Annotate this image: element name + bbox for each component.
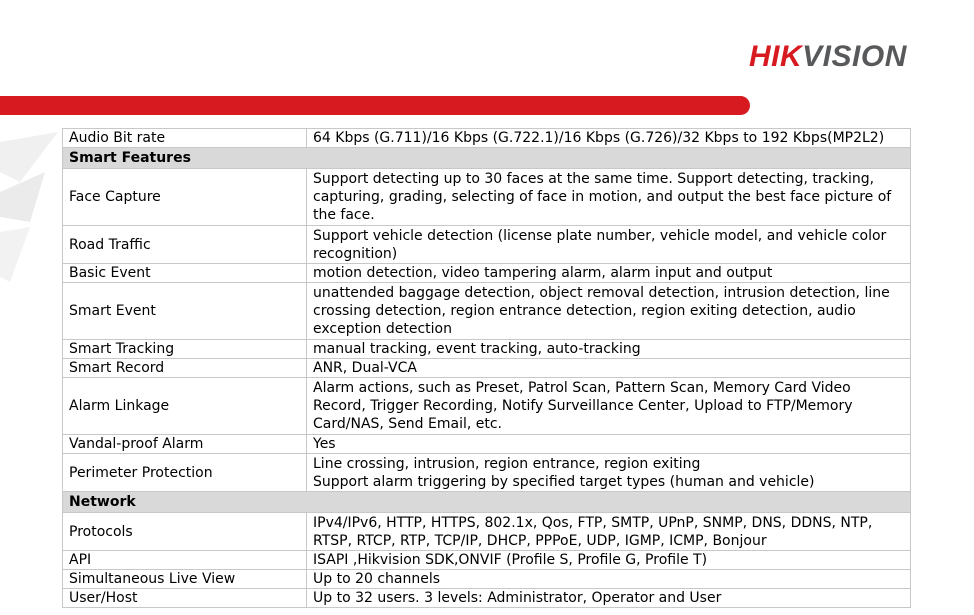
table-row <box>63 226 911 264</box>
spec-value: IPv4/IPv6, HTTP, HTTPS, 802.1x, Qos, FTP, SMTP, UPnP, SNMP, DNS, DDNS, NTP, RTSP, RTCP, RTP, TCP/IP, DHCP, PPPoE, UDP, IGMP, ICMP, Bonjour <box>307 513 911 551</box>
spec-label: Simultaneous Live View <box>63 570 307 589</box>
spec-label: Smart Record <box>63 359 307 378</box>
spec-value: Support vehicle detection (license plate number, vehicle model, and vehicle color recognition) <box>307 226 911 264</box>
table-row <box>63 570 911 589</box>
spec-value: ISAPI ,Hikvision SDK,ONVIF (Profile S, Profile G, Profile T) <box>307 551 911 570</box>
spec-label: Road Traffic <box>63 226 307 264</box>
table-row <box>63 129 911 148</box>
table-row <box>63 264 911 283</box>
spec-label: Smart Tracking <box>63 340 307 359</box>
spec-value <box>307 454 911 492</box>
table-row <box>63 169 911 226</box>
header-red-bar <box>0 96 750 115</box>
spec-label: Alarm Linkage <box>63 378 307 435</box>
spec-value: motion detection, video tampering alarm, alarm input and output <box>307 264 911 283</box>
spec-label: Perimeter Protection <box>63 454 307 492</box>
section-title: Network <box>63 492 911 513</box>
spec-label: Audio Bit rate <box>63 129 307 148</box>
spec-value: unattended baggage detection, object removal detection, intrusion detection, line crossing detection, region entrance detection, region exiting detection, audio exception detection <box>307 283 911 340</box>
spec-label: API <box>63 551 307 570</box>
spec-label: Vandal-proof Alarm <box>63 435 307 454</box>
table-row <box>63 378 911 435</box>
spec-label: User/Host <box>63 589 307 608</box>
table-row <box>63 551 911 570</box>
spec-label: Basic Event <box>63 264 307 283</box>
spec-label: Face Capture <box>63 169 307 226</box>
table-row <box>63 283 911 340</box>
section-header-network <box>63 492 911 513</box>
spec-label: Protocols <box>63 513 307 551</box>
table-row <box>63 359 911 378</box>
spec-value-line: Support alarm triggering by specified target types (human and vehicle) <box>313 473 815 490</box>
specification-table <box>62 128 911 608</box>
spec-value: Up to 20 channels <box>307 570 911 589</box>
section-header-smart-features <box>63 148 911 169</box>
logo-hik-text: HIK <box>749 40 803 73</box>
table-row <box>63 340 911 359</box>
spec-value: Alarm actions, such as Preset, Patrol Scan, Pattern Scan, Memory Card Video Record, Trigger Recording, Notify Surveillance Center, Upload to FTP/Memory Card/NAS, Send Email, etc. <box>307 378 911 435</box>
logo-vision-text: VISION <box>802 40 907 73</box>
section-title: Smart Features <box>63 148 911 169</box>
hikvision-logo <box>749 42 907 72</box>
spec-label: Smart Event <box>63 283 307 340</box>
spec-value: ANR, Dual-VCA <box>307 359 911 378</box>
table-row <box>63 435 911 454</box>
spec-value: Support detecting up to 30 faces at the same time. Support detecting, tracking, capturing, grading, selecting of face in motion, and output the best face picture of the face. <box>307 169 911 226</box>
spec-value-line: Line crossing, intrusion, region entrance, region exiting <box>313 455 701 472</box>
spec-value: 64 Kbps (G.711)/16 Kbps (G.722.1)/16 Kbps (G.726)/32 Kbps to 192 Kbps(MP2L2) <box>307 129 911 148</box>
spec-value: manual tracking, event tracking, auto-tracking <box>307 340 911 359</box>
table-row <box>63 513 911 551</box>
watermark-logo <box>0 112 60 312</box>
spec-value: Yes <box>307 435 911 454</box>
table-row <box>63 454 911 492</box>
spec-value: Up to 32 users. 3 levels: Administrator, Operator and User <box>307 589 911 608</box>
table-row <box>63 589 911 608</box>
